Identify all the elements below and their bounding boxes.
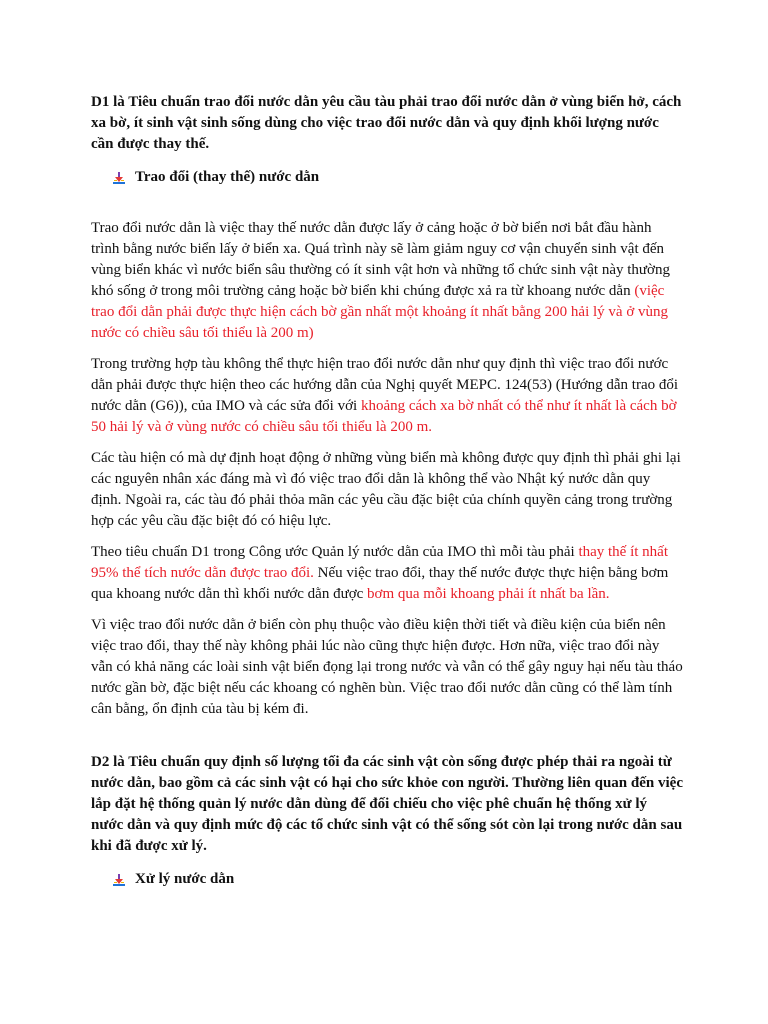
bullet-label: Trao đổi (thay thế) nước dằn [135,169,320,185]
bullet-ballast-exchange [91,167,683,188]
exchange-distance-highlight: khoảng cách xa bờ nhất có thể như ít nhất là cách bờ 50 hải lý và ở vùng nước có chiều sâu tối thiểu là 200 m. [91,398,677,435]
volume-95-highlight: thay thế ít nhất 95% thể tích nước dằn được trao đổi. [91,544,668,581]
arrow-down-plus-icon [113,171,125,185]
bullet-ballast-treatment [91,869,683,890]
exchange-guideline-paragraph [91,354,683,438]
d1-volume-paragraph [91,542,683,605]
existing-ships-paragraph: Các tàu hiện có mà dự định hoạt động ở những vùng biển mà không được quy định thì phải ghi lại các nguyên nhân xác đáng mà vì đó việc trao đổi dằn là không thể vào Nhật ký nước dằn quy định. Ngoài ra, các tàu đó phải thỏa mãn các yêu cầu đặc biệt của chính quyền cảng trong trường hợp các yêu cầu đặc biệt đó có hiệu lực. [91,450,681,529]
three-times-highlight: bơm qua mỗi khoang phải ít nhất ba lần. [367,586,610,602]
document-page [91,92,683,890]
exchange-definition-text: Trao đổi nước dằn là việc thay thế nước dằn được lấy ở cảng hoặc ở bờ biển nơi bắt đầu hành trình bằng nước biển lấy ở biển xa. Quá trình này sẽ làm giảm nguy cơ vận chuyển sinh vật đến vùng biển khác vì nước biển sâu thường có ít sinh vật hơn và những tổ chức sinh vật này thường khó sống ở trong môi trường cảng hoặc bờ biển khi chúng được xả ra từ khoang nước dằn [91,220,670,299]
d2-standard-paragraph: D2 là Tiêu chuẩn quy định số lượng tối đa các sinh vật còn sống được phép thải ra ngoài từ nước dằn, bao gồm cả các sinh vật có hại cho sức khỏe con người. Thường liên quan đến việc lắp đặt hệ thống quản lý nước dằn dùng để đối chiếu cho việc phê chuẩn hệ thống xử lý nước dằn và quy định mức độ các tổ chức sinh vật có thể sống sót còn lại trong nước dằn sau khi đã được xử lý. [91,754,683,854]
d1-standard-paragraph: D1 là Tiêu chuẩn trao đổi nước dằn yêu cầu tàu phải trao đổi nước dằn ở vùng biển hở, cách xa bờ, ít sinh vật sinh sống dùng cho việc trao đổi nước dằn và quy định khối lượng nước cần được thay thế. [91,94,682,152]
arrow-down-plus-icon [113,873,125,887]
exchange-guideline-text: Trong trường hợp tàu không thể thực hiện trao đổi nước dằn như quy định thì việc trao đổi nước dằn phải được thực hiện theo các hướng dẫn của Nghị quyết MEPC. 124(53) (Hướng dẫn trao đổi nước dằn (G6)), của IMO và các sửa đổi với [91,356,679,414]
d1-volume-text-2: Nếu việc trao đổi, thay thế nước được thực hiện bằng bơm qua khoang nước dằn thì khối nước dằn được [91,565,669,602]
d1-volume-text-1: Theo tiêu chuẩn D1 trong Công ước Quản lý nước dằn của IMO thì mỗi tàu phải [91,544,579,560]
exchange-limitations-paragraph: Vì việc trao đổi nước dằn ở biển còn phụ thuộc vào điều kiện thời tiết và điều kiện của biển nên việc trao đổi, thay thế này không phải lúc nào cũng thực hiện được. Hơn nữa, việc trao đổi này vẫn có khả năng các loài sinh vật biển đọng lại trong nước và vẫn có thể gây nguy hại nếu tàu tháo nước gần bờ, đặc biệt nếu các khoang có nghẽn bùn. Việc trao đổi nước dằn cũng có thể làm tính cân bằng, ổn định của tàu bị kém đi. [91,617,683,717]
exchange-definition-paragraph [91,218,683,344]
bullet-label: Xử lý nước dằn [135,871,235,887]
exchange-requirement-highlight: (việc trao đổi dằn phải được thực hiện cách bờ gần nhất một khoảng ít nhất bằng 200 hải lý và ở vùng nước có chiều sâu tối thiểu là 200 m) [91,283,669,341]
